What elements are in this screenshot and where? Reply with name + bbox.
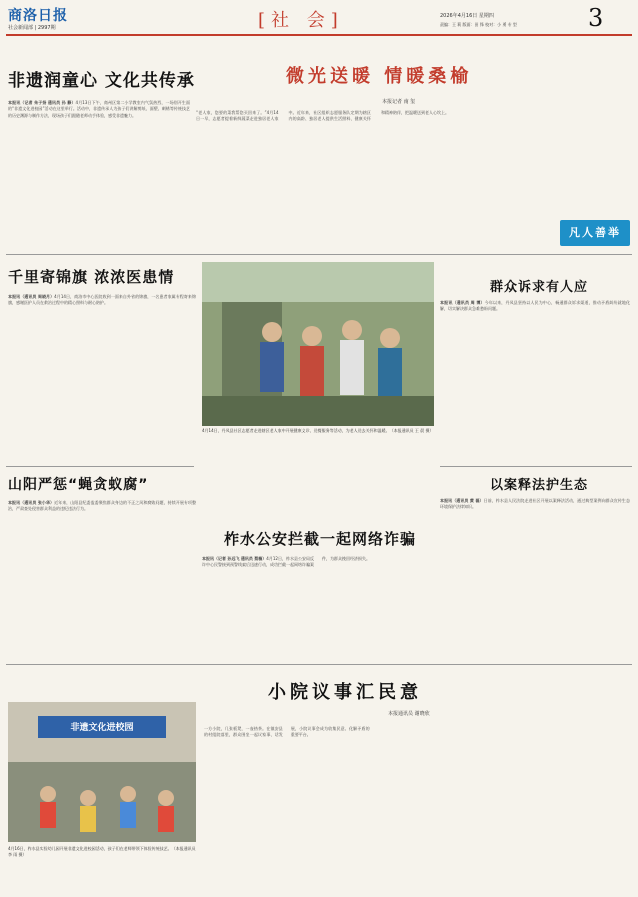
headline-ecology: 以案释法护生态 [490,478,589,493]
headline-warmth: 微光送暖 情暖桑榆 [286,66,473,87]
headline-courtyard: 小院议事汇民意 [268,682,422,703]
article-text: 一方小院，几张板凳，一壶热茶。在镇安县的村组院落里，群众围坐一起议家事、话发展，小院议事会成为收集民意、化解矛盾的重要平台。 [204,726,370,738]
photo-school [8,702,196,842]
byline: 本报讯（通讯员 黄 磊） [440,498,484,503]
article-text: 4月13日下午，商州区第二小学教室内气氛热烈，一场别开生面的“非遗文化进校园”活动在这里举行。活动中，非遗传承人为孩子们讲解剪纸、面塑、刺绣等传统技艺的历史渊源与制作方法，现场孩子们跟随老师动手体验，感受非遗魅力。 [8,100,190,118]
article-anticorruption-body [8,500,196,650]
divider [440,466,632,467]
masthead-rule [6,34,632,36]
article-text: 4月14日，商洛市中心医院收到一面来自外省的锦旗，一名患者家属专程寄来锦旗，感谢医护人员在救治过程中的精心照料与耐心陪护。 [8,294,196,306]
byline: 本报讯（记者 孙远飞 通讯员 蔡楠） [202,556,267,561]
headline-banner: 千里寄锦旗 浓浓医患情 [8,268,175,286]
article-antifraud-body [202,556,434,656]
byline-courtyard: 本报通讯员 谢晓欣 [388,711,430,717]
article-text: 日前，柞水县人民法院走进社区开展以案释法活动，通过典型案例向群众宣传生态环境保护法律知识。 [440,498,630,510]
article-courtyard-body [204,726,630,890]
school-sign: 非遗文化进校园 [70,723,134,733]
headline-anticorruption: 山阳严惩“蝇贪蚁腐” [8,477,149,493]
article-text: 近年来，山阳县纪委监委聚焦群众身边的不正之风和腐败问题，持续开展专项整治，严肃查处侵害群众利益的违纪违法行为。 [8,500,196,512]
good-deeds-stamp: 凡人善举 [560,220,630,246]
byline: 本报讯（通讯员 周晓月） [8,294,55,299]
divider [6,664,632,665]
article-heritage-body [8,100,190,248]
photo-caption-volunteers: 4月14日，丹凤县社区志愿者走进辖区老人家中开展健康义诊、送餐服务等活动，为老人送去关怀和温暖。（本报通讯员 王 晨 摄） [202,428,434,433]
date-line: 2026年4月16日 星期四 [440,13,494,19]
article-appeals-body [440,300,630,460]
article-warmth-body [196,110,556,246]
section-title: [社 会] [258,10,344,31]
article-banner-body [8,294,196,462]
article-ecology-body [440,498,630,658]
headline-antifraud: 柞水公安拦截一起网络诈骗 [224,530,417,548]
divider [6,466,194,467]
article-text: 今年以来，丹凤县坚持以人民为中心，畅通群众诉求渠道，推动矛盾纠纷就地化解，切实解决群众急难愁盼问题。 [440,300,630,312]
byline: 本报讯（通讯员 张小华） [8,500,55,505]
newspaper-logo: 商洛日报 [8,8,68,24]
editor-line: 责编：王 莉 版面：田 锋 校对：小 勇 专 型 [440,22,517,27]
headline-heritage: 非遗润童心 文化共传承 [8,71,195,91]
photo-caption-school: 4月16日，柞水县实验幼儿园开展非遗文化进校园活动，孩子们在老师带领下体验传统技艺。（本报通讯员 李 雨 摄） [8,846,196,857]
divider [6,254,632,255]
headline-appeals: 群众诉求有人应 [490,280,589,295]
article-text: “老人家，您要的菜我帮您买回来了。”4月14日一早，志愿者提着新鲜蔬菜走进独居老人家中。近年来，社区组织志愿服务队定期为辖区内的高龄、独居老人提供生活照料、健康关怀和精神陪伴，把温暖送到老人心坎上。 [196,110,449,122]
photo-volunteers [202,262,434,426]
issue-info: 社会新闻部 | 2997期 [8,25,56,31]
byline: 本报讯（通讯员 周 博） [440,300,485,305]
byline: 本报讯（记者 朱子扬 通讯员 孙 静） [8,100,76,105]
byline-warmth: 本报记者 南 玺 [382,99,416,105]
article-text: 4月12日，柞水县公安局反诈中心民警接到预警线索后迅速行动，成功拦截一起网络诈骗案件，为群众挽回经济损失。 [202,556,370,568]
page-number: 3 [588,4,604,32]
